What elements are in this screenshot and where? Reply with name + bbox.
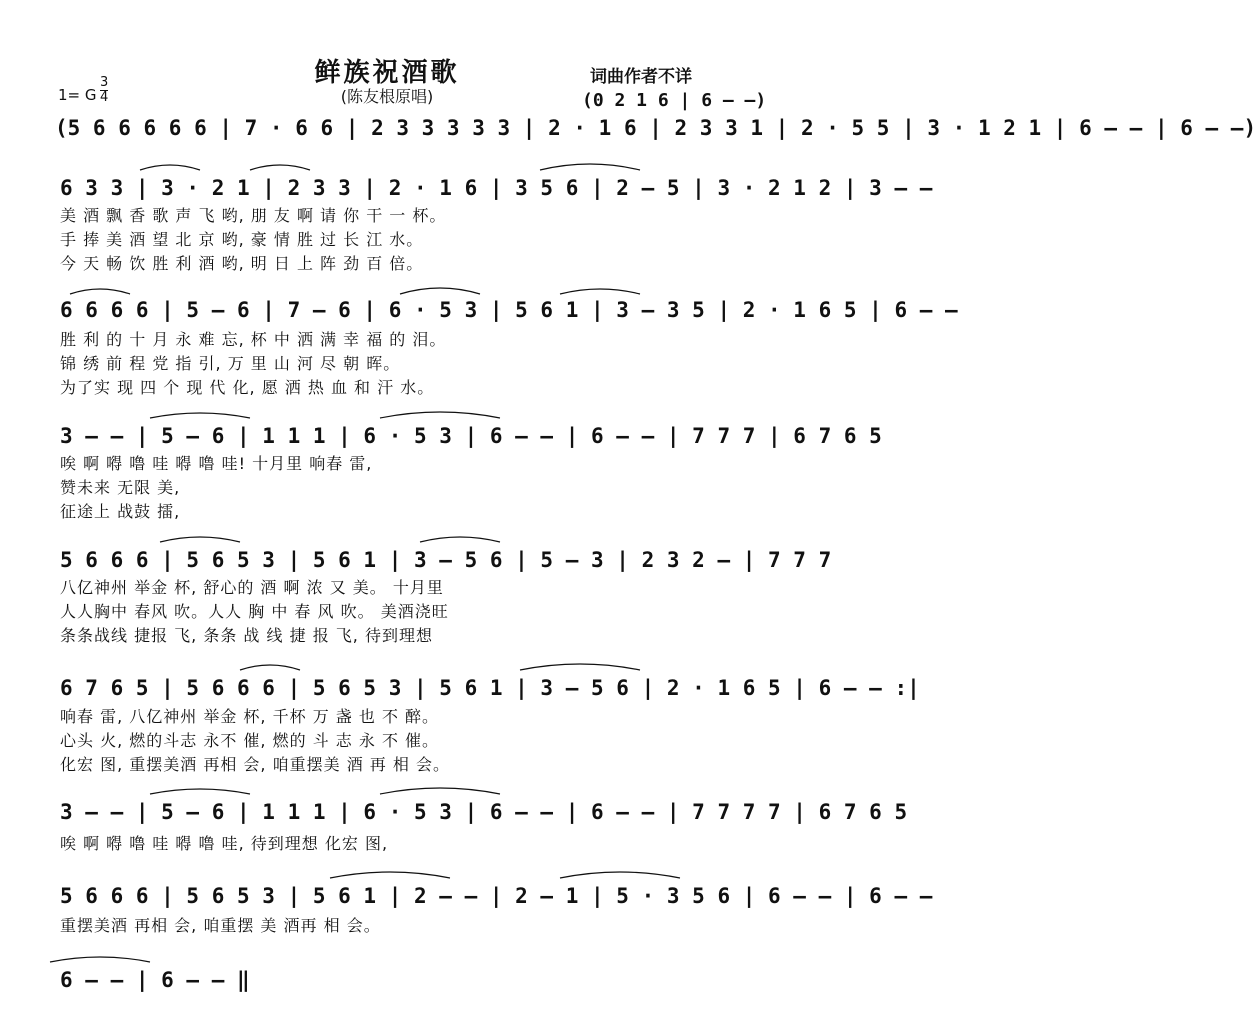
lyric-line-3-verse-3: 征途上 战鼓 擂, (60, 502, 181, 521)
lyrics-block-5 (60, 705, 450, 777)
song-subtitle: (陈友根原唱) (340, 87, 434, 106)
lyric-line-5-verse-3: 化宏 图, 重摆美酒 再相 会, 咱重摆美 酒 再 相 会。 (60, 755, 450, 774)
slur (150, 789, 250, 794)
lyrics-block-2 (60, 328, 446, 400)
lyric-line-5-verse-2: 心头 火, 燃的斗志 永不 催, 燃的 斗 志 永 不 催。 (60, 731, 440, 750)
lyric-line-2-verse-3: 为了实 现 四 个 现 代 化, 愿 洒 热 血 和 汗 水。 (60, 378, 435, 397)
slur (70, 289, 130, 294)
slur (250, 165, 310, 170)
lyric-line-7-verse-1: 重摆美酒 再相 会, 咱重摆 美 酒再 相 会。 (60, 916, 381, 935)
lyric-line-3-verse-2: 赞未来 无限 美, (60, 478, 181, 497)
lyric-line-1-verse-3: 今 天 畅 饮 胜 利 酒 哟, 明 日 上 阵 劲 百 倍。 (60, 254, 424, 273)
time-signature (100, 76, 108, 105)
notation-row-2: 6 6 6 6 | 5 — 6 | 7 — 6 | 6 · 5 3 | 5 6 1 | 3 — 3 5 | 2 · 1 6 5 | 6 — — (60, 298, 958, 322)
time-signature-bottom: 4 (100, 90, 109, 105)
slur (380, 412, 500, 418)
slur (380, 788, 500, 794)
time-signature-top: 3 (100, 75, 109, 90)
slur (520, 664, 640, 670)
lyrics-block-4 (60, 576, 449, 648)
slur (560, 872, 680, 878)
pickup-notes: (0 2 1 6 | 6 — —) (582, 90, 767, 111)
lyric-line-4-verse-2: 人人胸中 春风 吹。人人 胸 中 春 风 吹。 美酒浇旺 (60, 602, 449, 621)
slur (400, 288, 480, 294)
notation-row-1: 6 3 3 | 3 · 2 1 | 2 3 3 | 2 · 1 6 | 3 5 6 | 2 — 5 | 3 · 2 1 2 | 3 — — (60, 176, 933, 200)
slur (150, 413, 250, 418)
lyric-line-1-verse-1: 美 酒 飘 香 歌 声 飞 哟, 朋 友 啊 请 你 干 一 杯。 (60, 206, 447, 225)
lyric-line-1-verse-2: 手 捧 美 酒 望 北 京 哟, 豪 情 胜 过 长 江 水。 (60, 230, 424, 249)
song-title: 鲜族祝酒歌 (314, 58, 460, 88)
slur (330, 872, 450, 878)
slur (160, 537, 240, 542)
slur (140, 165, 200, 170)
slur (420, 537, 500, 542)
lyric-line-2-verse-2: 锦 绣 前 程 党 指 引, 万 里 山 河 尽 朝 晖。 (60, 354, 401, 373)
lyric-line-6-verse-1: 唉 啊 嘚 噜 哇 嘚 噜 哇, 待到理想 化宏 图, (60, 834, 389, 853)
lyric-line-5-verse-1: 响春 雷, 八亿神州 举金 杯, 千杯 万 盏 也 不 醉。 (60, 707, 440, 726)
notation-row-5: 6 7 6 5 | 5 6 6 6 | 5 6 5 3 | 5 6 1 | 3 — 5 6 | 2 · 1 6 5 | 6 — — :| (60, 676, 920, 700)
lyrics-block-3 (60, 452, 372, 524)
slur (560, 289, 640, 294)
lyric-line-2-verse-1: 胜 利 的 十 月 永 难 忘, 杯 中 洒 满 幸 福 的 泪。 (60, 330, 447, 349)
lyrics-block-1 (60, 204, 446, 276)
slur (50, 957, 150, 962)
lyric-line-4-verse-3: 条条战线 捷报 飞, 条条 战 线 捷 报 飞, 待到理想 (60, 626, 433, 645)
notation-row-3: 3 — — | 5 — 6 | 1 1 1 | 6 · 5 3 | 6 — — | 6 — — | 7 7 7 | 6 7 6 5 (60, 424, 882, 448)
lyric-line-4-verse-1: 八亿神州 举金 杯, 舒心的 酒 啊 浓 又 美。 十月里 (60, 578, 444, 597)
notation-row-4: 5 6 6 6 | 5 6 5 3 | 5 6 1 | 3 — 5 6 | 5 — 3 | 2 3 2 — | 7 7 7 (60, 548, 832, 572)
slur (540, 164, 640, 170)
notation-row-6: 3 — — | 5 — 6 | 1 1 1 | 6 · 5 3 | 6 — — | 6 — — | 7 7 7 7 | 6 7 6 5 (60, 800, 908, 824)
credit-text: 词曲作者不详 (590, 67, 692, 87)
notation-row-7: 5 6 6 6 | 5 6 5 3 | 5 6 1 | 2 — — | 2 — 1 | 5 · 3 5 6 | 6 — — | 6 — — (60, 884, 933, 908)
lyric-line-3-verse-1: 唉 啊 嘚 噜 哇 嘚 噜 哇! 十月里 响春 雷, (60, 454, 373, 473)
lyrics-block-7 (60, 914, 381, 938)
lyrics-block-6 (60, 832, 388, 856)
notation-row-8: 6 — — | 6 — — ‖ (60, 968, 250, 992)
notation-row-intro: (5 6 6 6 6 6 | 7 · 6 6 | 2 3 3 3 3 3 | 2 · 1 6 | 2 3 3 1 | 2 · 5 5 | 3 · 1 2 1 | 6 — — | 6 — —) (55, 116, 1256, 140)
slur (240, 665, 300, 670)
key-signature: 1= G (58, 86, 97, 104)
